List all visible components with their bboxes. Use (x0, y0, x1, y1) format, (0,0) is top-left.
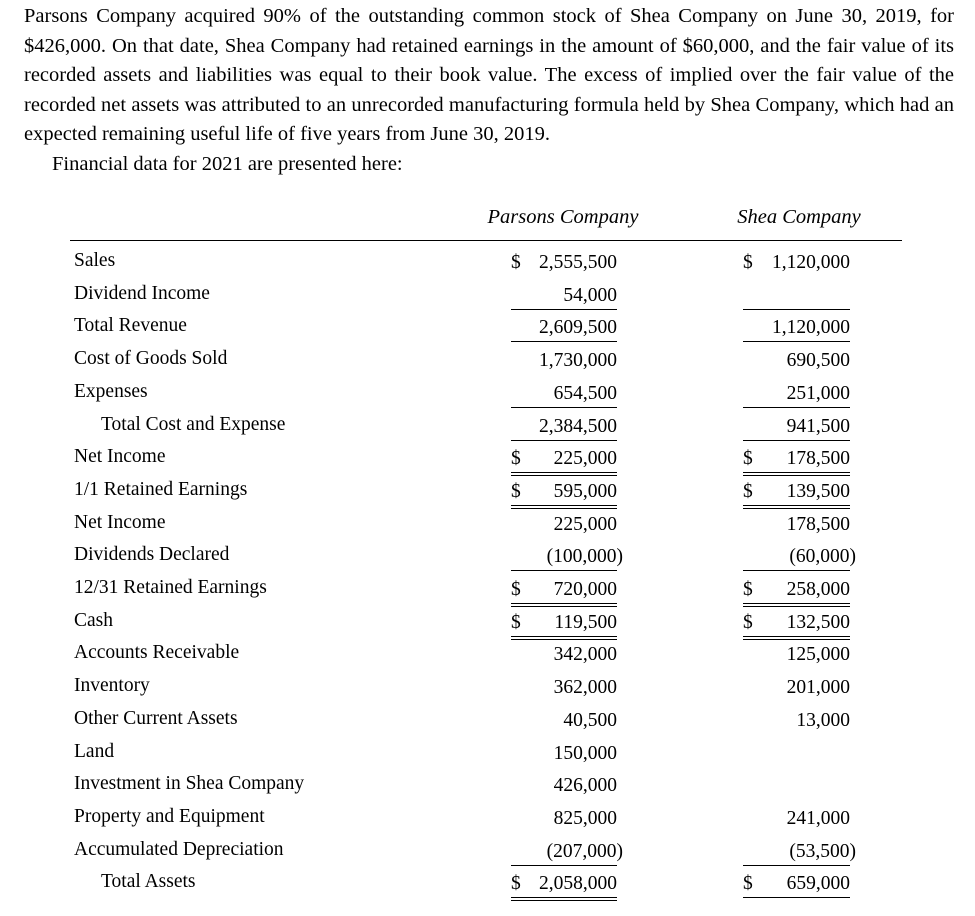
parsons-value-cell (511, 577, 617, 607)
shea-value-cell (743, 806, 850, 832)
parsons-value: 2,555,500 (539, 252, 617, 273)
table-row (0, 769, 975, 801)
shea-value-cell (743, 479, 850, 509)
shea-value: (53,500) (789, 840, 856, 862)
shea-value: 1,120,000 (772, 252, 850, 273)
table-row (0, 802, 975, 834)
shea-value: 1,120,000 (772, 317, 850, 339)
parsons-value: 119,500 (554, 611, 617, 633)
parsons-value-cell (511, 414, 617, 441)
dollar-sign: $ (743, 480, 753, 502)
shea-value-cell (743, 348, 850, 374)
parsons-value-cell (511, 642, 617, 668)
table-row (0, 344, 975, 376)
parsons-value: 825,000 (553, 807, 617, 829)
parsons-value: 362,000 (553, 677, 617, 699)
parsons-value: 720,000 (553, 579, 617, 600)
row-label: Land (74, 740, 115, 762)
dollar-sign: $ (511, 611, 521, 633)
shea-value-cell (743, 773, 850, 799)
shea-value: 125,000 (786, 644, 850, 666)
parsons-value: 40,500 (563, 709, 617, 731)
parsons-value-cell (511, 741, 617, 767)
parsons-value: 342,000 (553, 644, 617, 666)
shea-value-cell (743, 675, 850, 701)
parsons-value: 1,730,000 (539, 350, 617, 372)
shea-value: 941,500 (786, 415, 850, 437)
row-label: Inventory (74, 675, 150, 697)
shea-value: 132,500 (786, 611, 850, 633)
shea-value: 251,000 (786, 382, 850, 404)
parsons-value: 150,000 (553, 742, 617, 764)
shea-value-cell (743, 610, 850, 640)
parsons-value-cell (511, 348, 617, 374)
shea-value-cell (743, 577, 850, 607)
table-row (0, 442, 975, 474)
shea-value-cell (743, 871, 850, 898)
shea-value-cell (743, 544, 856, 571)
shea-value-cell (743, 446, 850, 476)
parsons-value: 2,058,000 (539, 873, 617, 895)
dollar-sign: $ (743, 579, 753, 600)
shea-value-cell (743, 708, 850, 734)
row-label: Total Cost and Expense (101, 413, 286, 435)
parsons-value-cell (511, 315, 617, 342)
table-row (0, 638, 975, 670)
table-row (0, 671, 975, 703)
shea-value: 178,500 (786, 448, 850, 470)
parsons-value: 54,000 (563, 284, 617, 306)
shea-value: 201,000 (786, 677, 850, 699)
table-row (0, 410, 975, 442)
parsons-value-cell (511, 544, 623, 571)
shea-value-cell (743, 315, 850, 342)
table-row (0, 279, 975, 311)
row-label: Expenses (74, 380, 148, 402)
table-row (0, 540, 975, 572)
shea-value: 139,500 (786, 480, 850, 502)
parsons-value: 225,000 (553, 513, 617, 535)
row-label: Dividend Income (74, 282, 210, 304)
table-row (0, 606, 975, 638)
row-label: Net Income (74, 446, 166, 468)
intro-paragraph-financial-data: Financial data for 2021 are presented here: (52, 152, 403, 175)
dollar-sign: $ (743, 252, 753, 273)
dollar-sign: $ (511, 480, 521, 502)
table-row (0, 246, 975, 278)
table-row (0, 508, 975, 540)
dollar-sign: $ (743, 611, 753, 633)
parsons-value: 225,000 (553, 448, 617, 470)
parsons-value: (100,000) (546, 546, 623, 568)
row-label: Accumulated Depreciation (74, 838, 284, 860)
parsons-value-cell (511, 381, 617, 408)
dollar-sign: $ (511, 579, 521, 600)
table-row (0, 573, 975, 605)
row-label: Accounts Receivable (74, 642, 240, 664)
table-row (0, 704, 975, 736)
shea-value-cell (743, 512, 850, 538)
shea-value-cell (743, 250, 850, 276)
table-row (0, 867, 975, 899)
row-label: Other Current Assets (74, 707, 238, 729)
dollar-sign: $ (743, 873, 753, 895)
table-row (0, 737, 975, 769)
parsons-value-cell (511, 283, 617, 310)
parsons-value-cell (511, 250, 617, 276)
table-row (0, 475, 975, 507)
parsons-value: 654,500 (553, 382, 617, 404)
row-label: Investment in Shea Company (74, 773, 305, 795)
row-label: Cost of Goods Sold (74, 348, 228, 370)
parsons-value-cell (511, 479, 617, 509)
dollar-sign: $ (743, 448, 753, 470)
parsons-value-cell (511, 839, 623, 866)
problem-intro (24, 2, 954, 179)
shea-value-cell (743, 414, 850, 441)
parsons-value-cell (511, 610, 617, 640)
parsons-value-cell (511, 708, 617, 734)
header-rule (70, 240, 902, 241)
dollar-sign: $ (511, 448, 521, 470)
shea-value: 241,000 (786, 807, 850, 829)
column-header-parsons: Parsons Company (487, 206, 639, 228)
dollar-sign: $ (511, 873, 521, 895)
row-label: 1/1 Retained Earnings (74, 478, 248, 500)
shea-value: 13,000 (796, 709, 850, 731)
intro-paragraph: Parsons Company acquired 90% of the outstanding common stock of Shea Company on June 30, 2019, for $426,000. On that date, Shea Company had retained earnings in the amount of $60,000, and the fair value of its recorded assets and liabilities was equal to their book value. The excess of implied over the fair value of the recorded net assets was attributed to an unrecorded manufacturing formula held by Shea Company, which had an expected remaining useful life of five years from June 30, 2019. (24, 5, 954, 145)
parsons-value-cell (511, 446, 617, 476)
shea-value-cell (743, 642, 850, 668)
shea-value: 690,500 (786, 350, 850, 372)
shea-value-cell (743, 741, 850, 767)
parsons-value: 2,384,500 (539, 415, 617, 437)
parsons-value-cell (511, 675, 617, 701)
row-label: Property and Equipment (74, 805, 265, 827)
parsons-value-cell (511, 806, 617, 832)
parsons-value-cell (511, 512, 617, 538)
dollar-sign: $ (511, 252, 521, 273)
parsons-value-cell (511, 871, 617, 901)
row-label: Total Revenue (74, 315, 187, 337)
column-header-shea: Shea Company (737, 206, 861, 228)
table-row (0, 835, 975, 867)
parsons-value: 2,609,500 (539, 317, 617, 339)
row-label: Total Assets (101, 871, 196, 893)
shea-value-cell (743, 839, 856, 866)
parsons-value: (207,000) (546, 840, 623, 862)
parsons-value-cell (511, 773, 617, 799)
parsons-value: 426,000 (553, 775, 617, 797)
shea-value: 178,500 (786, 513, 850, 535)
row-label: 12/31 Retained Earnings (74, 577, 267, 598)
row-label: Net Income (74, 511, 166, 533)
row-label: Sales (74, 250, 116, 271)
row-label: Dividends Declared (74, 544, 230, 566)
shea-value: (60,000) (789, 546, 856, 568)
shea-value: 659,000 (786, 873, 850, 895)
shea-value-cell (743, 381, 850, 408)
table-row (0, 311, 975, 343)
table-row (0, 377, 975, 409)
shea-value-cell (743, 283, 850, 310)
row-label: Cash (74, 609, 113, 631)
shea-value: 258,000 (786, 579, 850, 600)
parsons-value: 595,000 (553, 480, 617, 502)
